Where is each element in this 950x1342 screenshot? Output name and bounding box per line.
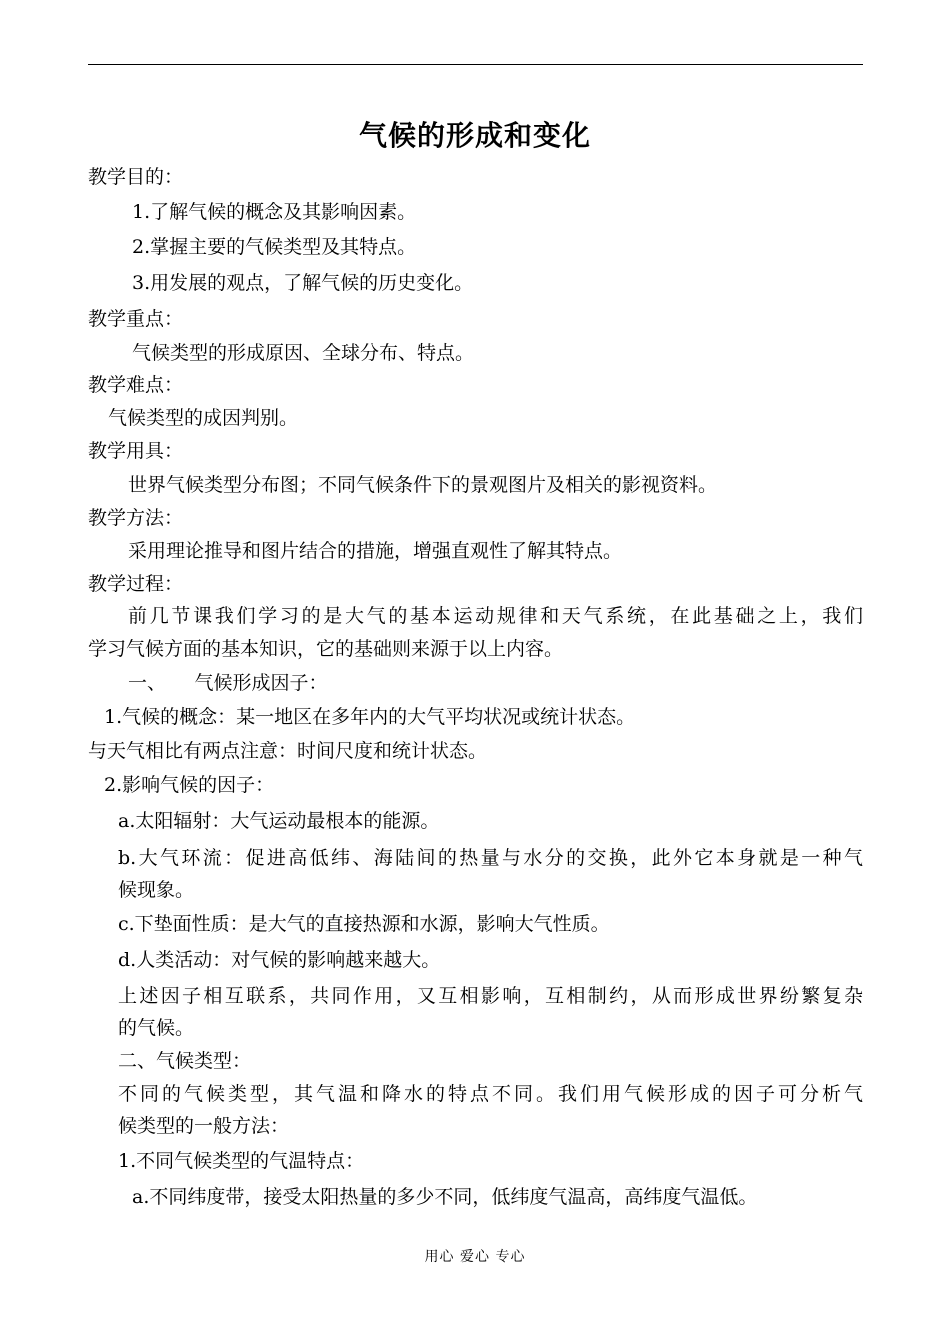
factors-summary-line-1: 上述因子相互联系，共同作用，又互相影响，互相制约，从而形成世界纷繁复杂 [118,985,863,1007]
heading-tools: 教学用具： [88,440,184,462]
factors-heading: 2.影响气候的因子： [104,774,275,796]
climate-types-line-2: 候类型的一般方法： [118,1115,290,1137]
section-2-heading: 二、气候类型： [118,1050,252,1072]
climate-types-line-1: 不同的气候类型，其气温和降水的特点不同。我们用气候形成的因子可分析气 [118,1083,863,1105]
objective-item-1: 1.了解气候的概念及其影响因素。 [132,201,417,223]
tools-text: 世界气候类型分布图；不同气候条件下的景观图片及相关的影视资料。 [128,474,718,496]
page-footer: 用心 爱心 专心 [424,1249,526,1265]
factor-b-line-1: b.大气环流：促进高低纬、海陆间的热量与水分的交换，此外它本身就是一种气 [118,847,863,869]
factor-d: d.人类活动：对气候的影响越来越大。 [118,949,441,971]
factor-b-line-2: 候现象。 [118,879,195,901]
factor-a: a.太阳辐射：大气运动最根本的能源。 [118,810,440,832]
methods-text: 采用理论推导和图片结合的措施，增强直观性了解其特点。 [128,540,623,562]
temperature-item-a: a.不同纬度带，接受太阳热量的多少不同，低纬度气温高，高纬度气温低。 [132,1186,758,1208]
objective-item-3: 3.用发展的观点，了解气候的历史变化。 [132,272,474,294]
heading-difficulties: 教学难点： [88,374,184,396]
objective-item-2: 2.掌握主要的气候类型及其特点。 [132,236,417,258]
factor-c: c.下垫面性质：是大气的直接热源和水源，影响大气性质。 [118,913,610,935]
heading-process: 教学过程： [88,573,184,595]
heading-methods: 教学方法： [88,507,184,529]
difficulties-text: 气候类型的成因判别。 [108,407,299,429]
climate-concept: 1.气候的概念：某一地区在多年内的大气平均状况或统计状态。 [104,706,636,728]
process-intro-line-1: 前几节课我们学习的是大气的基本运动规律和天气系统，在此基础之上，我们 [128,605,863,627]
temperature-heading: 1.不同气候类型的气温特点： [118,1150,365,1172]
heading-objectives: 教学目的： [88,166,184,188]
section-1-heading: 一、 气候形成因子： [128,672,328,694]
heading-key-points: 教学重点： [88,308,184,330]
factors-summary-line-2: 的气候。 [118,1017,195,1039]
process-intro-line-2: 学习气候方面的基本知识，它的基础则来源于以上内容。 [88,638,564,660]
document-title: 气候的形成和变化 [358,119,591,152]
key-points-text: 气候类型的形成原因、全球分布、特点。 [132,342,475,364]
climate-vs-weather: 与天气相比有两点注意：时间尺度和统计状态。 [88,740,488,762]
header-rule [88,64,863,65]
